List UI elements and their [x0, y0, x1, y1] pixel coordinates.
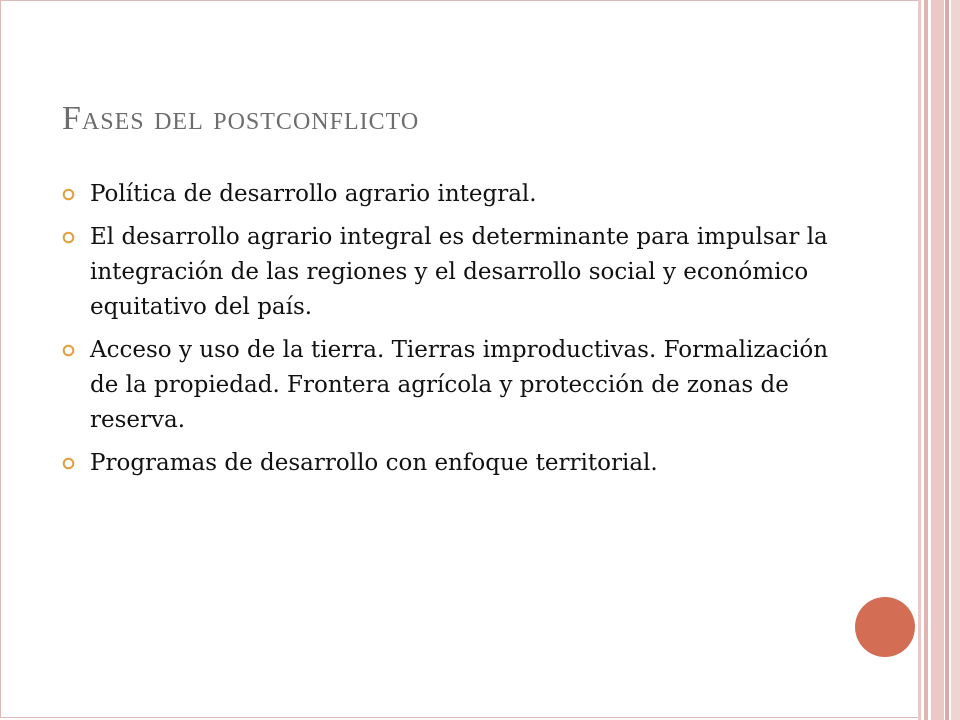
bullet-text: El desarrollo agrario integral es determinante para impulsar la integración de las regiones y el desarrollo social y económico equitativo del país.	[90, 224, 828, 320]
bullet-item	[62, 177, 842, 212]
slide-title: Fases del postconflicto	[62, 100, 420, 137]
bullet-item	[62, 446, 842, 481]
decorative-stripes	[918, 0, 960, 720]
bullet-item	[62, 220, 842, 325]
circle-outline-icon	[62, 457, 75, 470]
accent-circle	[855, 597, 915, 657]
circle-outline-icon	[62, 188, 75, 201]
circle-outline-icon	[62, 231, 75, 244]
bullet-text: Política de desarrollo agrario integral.	[90, 181, 537, 207]
circle-outline-icon	[62, 344, 75, 357]
bullet-text: Acceso y uso de la tierra. Tierras improductivas. Formalización de la propiedad. Frontera agrícola y protección de zonas de reserva.	[90, 337, 829, 433]
bullet-item	[62, 333, 842, 438]
bullet-text: Programas de desarrollo con enfoque territorial.	[90, 450, 658, 476]
bullet-list	[62, 177, 842, 489]
